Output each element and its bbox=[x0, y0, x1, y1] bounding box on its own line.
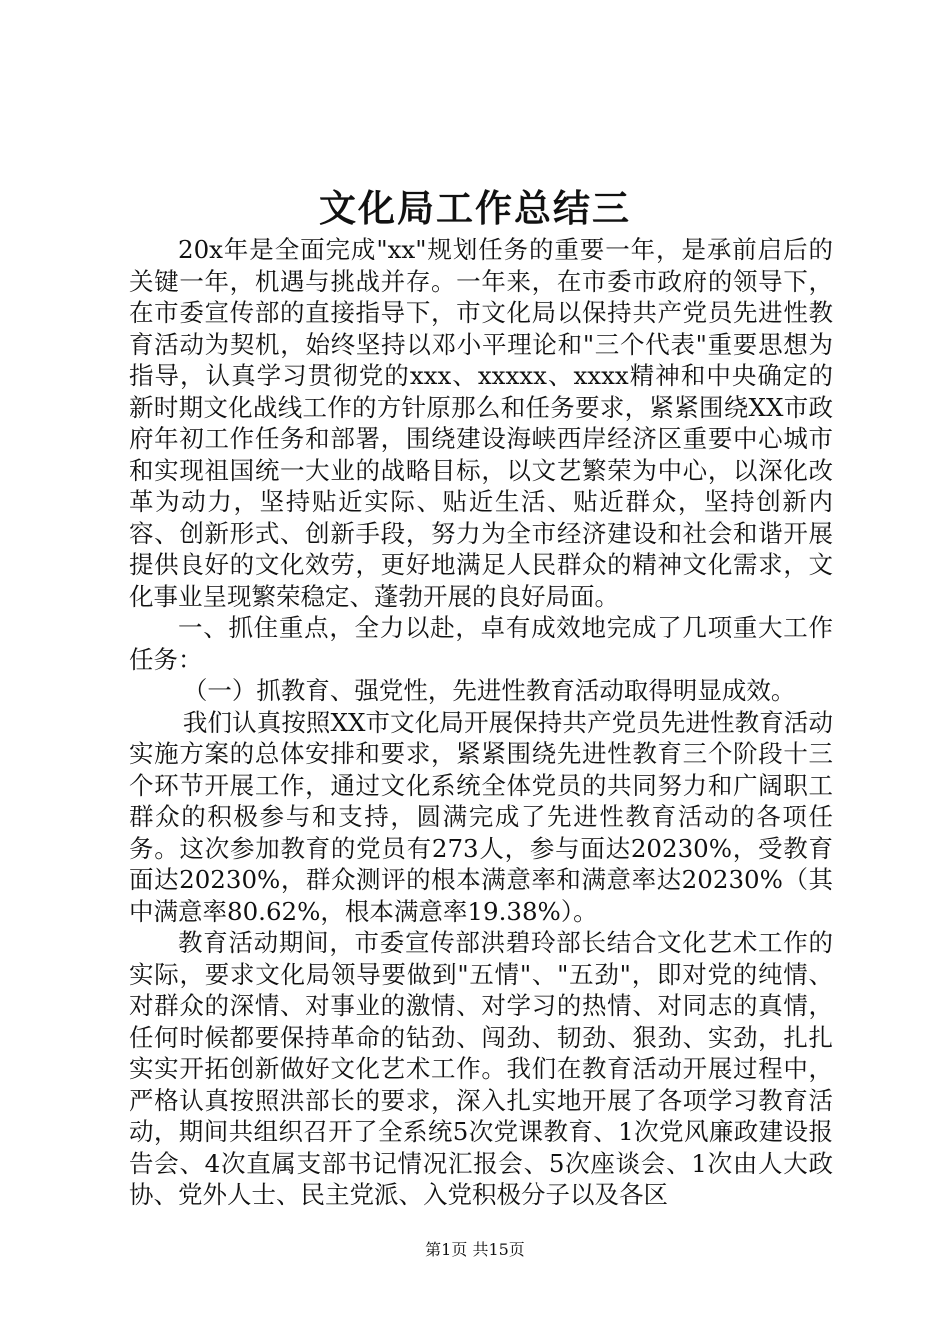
document-body bbox=[129, 234, 833, 1211]
document-title: 文化局工作总结三 bbox=[319, 186, 631, 230]
section-heading-1: 一、抓住重点，全力以赴，卓有成效地完成了几项重大工作任务： bbox=[129, 613, 833, 674]
paragraph-intro: 20x年是全面完成"xx"规划任务的重要一年，是承前启后的关键一年，机遇与挑战并存。一年来，在市委市政府的领导下，在市委宣传部的直接指导下，市文化局以保持共产党员先进性教育活动为契机，始终坚持以邓小平理论和"三个代表"重要思想为指导，认真学习贯彻党的xxx、xxxxx、xxxx精神和中央确定的新时期文化战线工作的方针原那么和任务要求，紧紧围绕XX市政府年初工作任务和部署，围绕建设海峡西岸经济区重要中心城市和实现祖国统一大业的战略目标，以文艺繁荣为中心，以深化改革为动力，坚持贴近实际、贴近生活、贴近群众，坚持创新内容、创新形式、创新手段，努力为全市经济建设和社会和谐开展提供良好的文化效劳，更好地满足人民群众的精神文化需求，文化事业呈现繁荣稳定、蓬勃开展的良好局面。 bbox=[129, 235, 833, 611]
paragraph-education: 我们认真按照XX市文化局开展保持共产党员先进性教育活动实施方案的总体安排和要求，紧紧围绕先进性教育三个阶段十三个环节开展工作，通过文化系统全体党员的共同努力和广阔职工群众的积极参与和支持，圆满完成了先进性教育活动的各项任务。这次参加教育的党员有273人，参与面达20230%，受教育面达20230%，群众测评的根本满意率和满意率达20230%（其中满意率80.62%，根本满意率19.38%）。 bbox=[129, 707, 833, 926]
page-number-footer: 第1页 共15页 bbox=[425, 1240, 525, 1259]
subsection-heading-1: （一）抓教育、强党性，先进性教育活动取得明显成效。 bbox=[182, 676, 796, 705]
paragraph-activities: 教育活动期间，市委宣传部洪碧玲部长结合文化艺术工作的实际，要求文化局领导要做到"五情"、"五劲"，即对党的纯情、对群众的深情、对事业的激情、对学习的热情、对同志的真情，任何时候都要保持革命的钻劲、闯劲、韧劲、狠劲、实劲，扎扎实实开拓创新做好文化艺术工作。我们在教育活动开展过程中，严格认真按照洪部长的要求，深入扎实地开展了各项学习教育活动，期间共组织召开了全系统5次党课教育、1次党风廉政建设报告会、4次直属支部书记情况汇报会、5次座谈会、1次由人大政协、党外人士、民主党派、入党积极分子以及各区 bbox=[129, 928, 833, 1209]
